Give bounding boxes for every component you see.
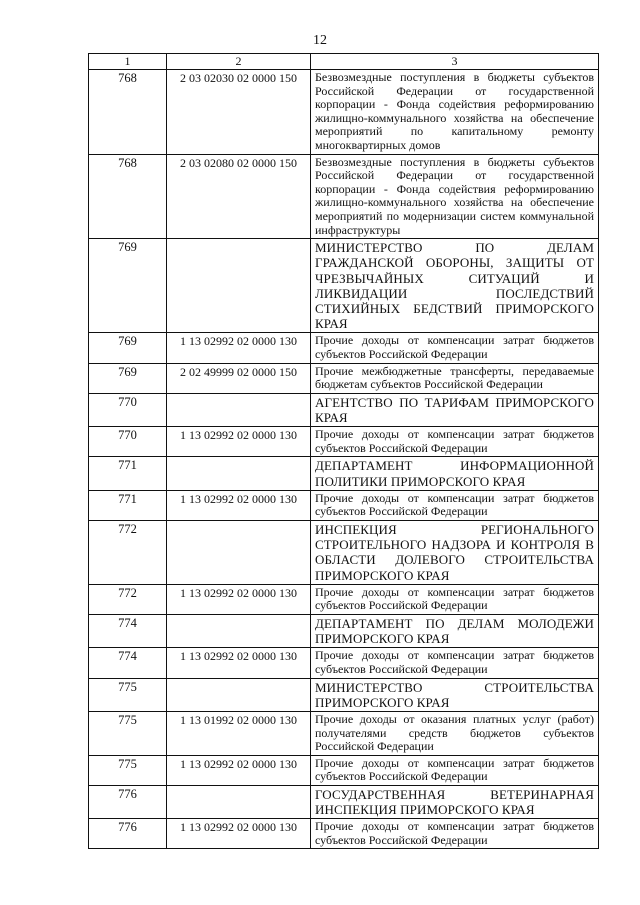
revenue-code-cell: 1 13 02992 02 0000 130: [167, 427, 311, 457]
revenue-description-cell: Прочие межбюджетные трансферты, передаваемые бюджетам субъектов Российской Федерации: [311, 363, 599, 393]
table-row: [89, 239, 599, 333]
admin-code-cell: 775: [89, 755, 167, 785]
table-row: [89, 457, 599, 490]
revenue-code-cell: 1 13 02992 02 0000 130: [167, 333, 311, 363]
revenue-description-cell: Прочие доходы от компенсации затрат бюджетов субъектов Российской Федерации: [311, 648, 599, 678]
table-row: [89, 70, 599, 155]
revenue-code-cell: 1 13 02992 02 0000 130: [167, 755, 311, 785]
admin-code-cell: 775: [89, 711, 167, 755]
column-header-2: 2: [167, 54, 311, 70]
table-row: [89, 678, 599, 711]
revenue-code-cell: 1 13 02992 02 0000 130: [167, 648, 311, 678]
table-row: [89, 333, 599, 363]
revenue-description-cell: Прочие доходы от компенсации затрат бюджетов субъектов Российской Федерации: [311, 819, 599, 849]
revenue-description-cell: Прочие доходы от компенсации затрат бюджетов субъектов Российской Федерации: [311, 490, 599, 520]
admin-code-cell: 769: [89, 239, 167, 333]
administrator-name-cell: ДЕПАРТАМЕНТ ИНФОРМАЦИОННОЙ ПОЛИТИКИ ПРИМОРСКОГО КРАЯ: [311, 457, 599, 490]
admin-code-cell: 768: [89, 70, 167, 155]
revenue-description-cell: Прочие доходы от оказания платных услуг (работ) получателями средств бюджетов субъектов Российской Федерации: [311, 711, 599, 755]
revenue-code-cell: 1 13 02992 02 0000 130: [167, 819, 311, 849]
administrator-name-cell: МИНИСТЕРСТВО СТРОИТЕЛЬСТВА ПРИМОРСКОГО КРАЯ: [311, 678, 599, 711]
admin-code-cell: 769: [89, 333, 167, 363]
admin-code-cell: 776: [89, 785, 167, 818]
table-row: [89, 819, 599, 849]
table-row: [89, 711, 599, 755]
revenue-code-cell: [167, 678, 311, 711]
revenue-code-cell: [167, 393, 311, 426]
revenue-description-cell: Прочие доходы от компенсации затрат бюджетов субъектов Российской Федерации: [311, 584, 599, 614]
table-row: [89, 785, 599, 818]
revenue-code-cell: 2 03 02030 02 0000 150: [167, 70, 311, 155]
revenue-code-cell: 1 13 02992 02 0000 130: [167, 490, 311, 520]
administrator-name-cell: ДЕПАРТАМЕНТ ПО ДЕЛАМ МОЛОДЕЖИ ПРИМОРСКОГО КРАЯ: [311, 614, 599, 647]
admin-code-cell: 771: [89, 490, 167, 520]
table-row: [89, 584, 599, 614]
table-row: [89, 154, 599, 239]
table-body: [89, 70, 599, 849]
revenue-description-cell: Безвозмездные поступления в бюджеты субъектов Российской Федерации от государственной корпорации - Фонда содействия реформированию жилищно-коммунального хозяйства на обеспечение мероприятий по капитальному ремонту многоквартирных домов: [311, 70, 599, 155]
table-row: [89, 648, 599, 678]
revenue-code-cell: [167, 520, 311, 584]
table-row: [89, 614, 599, 647]
admin-code-cell: 775: [89, 678, 167, 711]
column-header-3: 3: [311, 54, 599, 70]
revenue-code-cell: 2 02 49999 02 0000 150: [167, 363, 311, 393]
revenue-code-cell: [167, 614, 311, 647]
table-row: [89, 427, 599, 457]
revenue-code-cell: [167, 785, 311, 818]
revenue-code-cell: 1 13 02992 02 0000 130: [167, 584, 311, 614]
table-row: [89, 490, 599, 520]
admin-code-cell: 771: [89, 457, 167, 490]
page-number: 12: [313, 33, 327, 48]
revenue-description-cell: Прочие доходы от компенсации затрат бюджетов субъектов Российской Федерации: [311, 427, 599, 457]
table-header-row: [89, 54, 599, 70]
table-row: [89, 393, 599, 426]
administrator-name-cell: АГЕНТСТВО ПО ТАРИФАМ ПРИМОРСКОГО КРАЯ: [311, 393, 599, 426]
admin-code-cell: 774: [89, 648, 167, 678]
admin-code-cell: 772: [89, 520, 167, 584]
admin-code-cell: 774: [89, 614, 167, 647]
admin-code-cell: 776: [89, 819, 167, 849]
revenue-code-cell: 1 13 01992 02 0000 130: [167, 711, 311, 755]
admin-code-cell: 768: [89, 154, 167, 239]
column-header-1: 1: [89, 54, 167, 70]
revenue-description-cell: Прочие доходы от компенсации затрат бюджетов субъектов Российской Федерации: [311, 333, 599, 363]
revenue-description-cell: Прочие доходы от компенсации затрат бюджетов субъектов Российской Федерации: [311, 755, 599, 785]
table-row: [89, 520, 599, 584]
admin-code-cell: 769: [89, 363, 167, 393]
admin-code-cell: 770: [89, 427, 167, 457]
administrator-name-cell: ИНСПЕКЦИЯ РЕГИОНАЛЬНОГО СТРОИТЕЛЬНОГО НАДЗОРА И КОНТРОЛЯ В ОБЛАСТИ ДОЛЕВОГО СТРОИТЕЛЬСТВА ПРИМОРСКОГО КРАЯ: [311, 520, 599, 584]
budget-code-table: [88, 53, 599, 849]
table-row: [89, 363, 599, 393]
revenue-code-cell: [167, 457, 311, 490]
admin-code-cell: 770: [89, 393, 167, 426]
revenue-description-cell: Безвозмездные поступления в бюджеты субъектов Российской Федерации от государственной корпорации - Фонда содействия реформированию жилищно-коммунального хозяйства на обеспечение мероприятий по модернизации систем коммунальной инфраструктуры: [311, 154, 599, 239]
table-row: [89, 755, 599, 785]
revenue-code-cell: [167, 239, 311, 333]
revenue-code-cell: 2 03 02080 02 0000 150: [167, 154, 311, 239]
administrator-name-cell: МИНИСТЕРСТВО ПО ДЕЛАМ ГРАЖДАНСКОЙ ОБОРОНЫ, ЗАЩИТЫ ОТ ЧРЕЗВЫЧАЙНЫХ СИТУАЦИЙ И ЛИКВИДАЦИИ ПОСЛЕДСТВИЙ СТИХИЙНЫХ БЕДСТВИЙ ПРИМОРСКОГО КРАЯ: [311, 239, 599, 333]
admin-code-cell: 772: [89, 584, 167, 614]
administrator-name-cell: ГОСУДАРСТВЕННАЯ ВЕТЕРИНАРНАЯ ИНСПЕКЦИЯ ПРИМОРСКОГО КРАЯ: [311, 785, 599, 818]
